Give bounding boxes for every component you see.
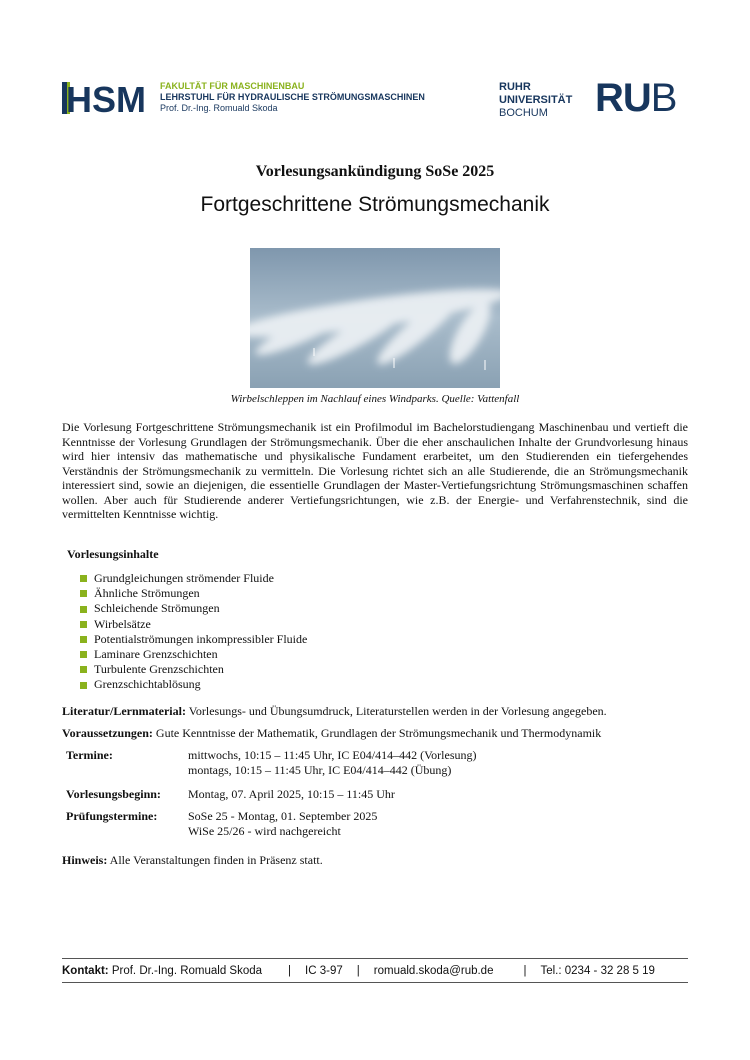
contents-list xyxy=(80,571,307,693)
requirements-line: Voraussetzungen: Gute Kenntnisse der Mathematik, Grundlagen der Strömungsmechanik und Thermodynamik xyxy=(62,726,602,740)
hint-line: Hinweis: Alle Veranstaltungen finden in Präsenz statt. xyxy=(62,853,323,867)
list-item: Ähnliche Strömungen xyxy=(80,586,307,601)
page-title: Fortgeschrittene Strömungsmechanik xyxy=(200,193,550,216)
faculty-name: FAKULTÄT FÜR MASCHINENBAU xyxy=(160,81,305,91)
pruefung-value: SoSe 25 - Montag, 01. September 2025 WiSe 25/26 - wird nachgereicht xyxy=(188,809,378,838)
list-item: Turbulente Grenzschichten xyxy=(80,662,307,677)
list-item: Grundgleichungen strömender Fluide xyxy=(80,571,307,586)
list-item: Laminare Grenzschichten xyxy=(80,647,307,662)
literature-line: Literatur/Lernmaterial: Vorlesungs- und Übungsumdruck, Literaturstellen werden in der Vorlesung angegeben. xyxy=(62,704,607,718)
hsm-department xyxy=(160,81,425,114)
beginn-value: Montag, 07. April 2025, 10:15 – 11:45 Uhr xyxy=(188,787,395,801)
termine-value: mittwochs, 10:15 – 11:45 Uhr, IC E04/414–442 (Vorlesung) montags, 10:15 – 11:45 Uhr, IC E04/414–442 (Übung) xyxy=(188,748,477,777)
rub-logo: RUB xyxy=(595,76,677,120)
contact-phone: Tel.: 0234 - 32 28 5 19 xyxy=(540,965,655,977)
contents-heading: Vorlesungsinhalte xyxy=(67,547,159,561)
list-item: Schleichende Strömungen xyxy=(80,601,307,616)
bullet-icon xyxy=(80,682,87,689)
contact-label: Kontakt: xyxy=(62,965,109,977)
contact-email[interactable]: romuald.skoda@rub.de xyxy=(373,965,494,977)
bullet-icon xyxy=(80,666,87,673)
contact-room: IC 3-97 xyxy=(305,965,343,977)
announcement-heading: Vorlesungsankündigung SoSe 2025 xyxy=(255,163,495,180)
bullet-icon xyxy=(80,621,87,628)
beginn-label: Vorlesungsbeginn: xyxy=(66,787,161,801)
hsm-logo-text: HSM xyxy=(66,80,146,116)
windpark-wake-image xyxy=(250,248,500,388)
bullet-icon xyxy=(80,575,87,582)
bullet-icon xyxy=(80,606,87,613)
footer-rule-top xyxy=(62,958,688,959)
bullet-icon xyxy=(80,590,87,597)
footer-rule-bottom xyxy=(62,982,688,983)
list-item: Grenzschichtablösung xyxy=(80,677,307,692)
list-item: Wirbelsätze xyxy=(80,617,307,632)
professor-name: Prof. Dr.-Ing. Romuald Skoda xyxy=(160,103,278,113)
footer-contact: Kontakt: Prof. Dr.-Ing. Romuald Skoda | IC 3-97 | romuald.skoda@rub.de | Tel.: 0234 - 32 28 5 19 xyxy=(62,965,655,977)
termine-label: Termine: xyxy=(66,748,113,762)
list-item: Potentialströmungen inkompressibler Fluide xyxy=(80,632,307,647)
intro-paragraph: Die Vorlesung Fortgeschrittene Strömungsmechanik ist ein Profilmodul im Bachelorstudiengang Maschinenbau und vertieft die Kenntnisse der Vorlesung Grundlagen der Strömungsmechanik. Über die eher anschaulichen Inhalte der Grundvorlesung hinaus wird hier intensiv das mathematische und physikalische Fundament erarbeitet, um den Studierenden ein tiefergehendes Verständnis der Strömungsmechanik zu vermitteln. Die Vorlesung richtet sich an alle Studierende, die an Strömungsmechanik interessiert sind, sowie an diejenigen, die essentielle Grundlagen der Master-Vertiefungsrichtung Strömungsmaschinen schaffen wollen. Aber auch für Studierende anderer Vertiefungsrichtungen, wie z.B. der Energie- und Verfahrenstechnik, sind die vermittelten Kenntnisse wichtig. xyxy=(62,420,688,521)
chair-name: LEHRSTUHL FÜR HYDRAULISCHE STRÖMUNGSMASCHINEN xyxy=(160,92,425,102)
university-name: RUHR UNIVERSITÄT BOCHUM xyxy=(499,81,573,119)
bullet-icon xyxy=(80,651,87,658)
bullet-icon xyxy=(80,636,87,643)
image-caption: Wirbelschleppen im Nachlauf eines Windparks. Quelle: Vattenfall xyxy=(230,393,520,405)
hsm-logo xyxy=(62,80,157,116)
contact-name: Prof. Dr.-Ing. Romuald Skoda xyxy=(108,965,263,977)
pruefung-label: Prüfungstermine: xyxy=(66,809,158,823)
